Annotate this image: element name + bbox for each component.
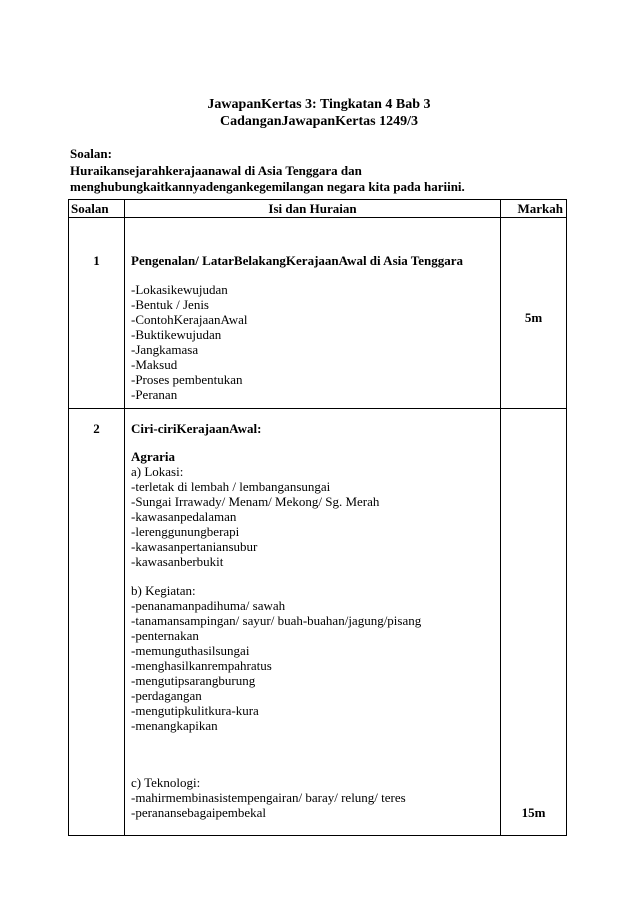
document-title: JawapanKertas 3: Tingkatan 4 Bab 3 — [207, 97, 431, 112]
list-item: -Jangkamasa — [131, 342, 199, 357]
list-item: -lerenggunungberapi — [131, 524, 240, 539]
list-item: -perdagangan — [131, 688, 202, 703]
question-block — [70, 146, 570, 196]
row-number — [69, 218, 125, 409]
list-item: -kawasanpedalaman — [131, 509, 237, 524]
list-item: -Peranan — [131, 387, 178, 402]
list-item: -memunguthasilsungai — [131, 643, 250, 658]
list-item: -mengutipkulitkura-kura — [131, 703, 259, 718]
question-label: Soalan: — [70, 146, 112, 161]
document-subtitle: CadanganJawapanKertas 1249/3 — [220, 114, 418, 129]
row-number-text: 2 — [93, 421, 100, 436]
section-label: c) Teknologi: — [131, 775, 201, 790]
list-item: -Sungai Irrawady/ Menam/ Mekong/ Sg. Merah — [131, 494, 380, 509]
table-row — [69, 218, 567, 409]
list-item: -Buktikewujudan — [131, 327, 222, 342]
list-item: -Lokasikewujudan — [131, 282, 228, 297]
question-text-line-2: menghubungkaitkannyadengankegemilangan negara kita pada hariini. — [70, 179, 465, 194]
row-mark-cell — [501, 409, 567, 836]
header-markah: Markah — [501, 200, 567, 218]
row-subheading: Agraria — [131, 449, 176, 464]
row-heading: Pengenalan/ LatarBelakangKerajaanAwal di Asia Tenggara — [131, 253, 464, 268]
section-label: a) Lokasi: — [131, 464, 184, 479]
answer-table — [68, 199, 567, 836]
list-item: -kawasanberbukit — [131, 554, 224, 569]
list-item: -menghasilkanrempahratus — [131, 658, 272, 673]
row-heading: Ciri-ciriKerajaanAwal: — [131, 421, 262, 436]
header-soalan: Soalan — [69, 200, 125, 218]
table-header-row — [69, 200, 567, 218]
row-mark: 15m — [521, 805, 546, 820]
list-item: -Proses pembentukan — [131, 372, 243, 387]
list-item: -mahirmembinasistempengairan/ baray/ relung/ teres — [131, 790, 406, 805]
list-item: -Maksud — [131, 357, 178, 372]
row-mark: 5m — [524, 310, 543, 325]
row-content — [125, 409, 501, 836]
row-number — [69, 409, 125, 836]
list-item: -kawasanpertaniansubur — [131, 539, 258, 554]
list-item: -tanamansampingan/ sayur/ buah-buahan/jagung/pisang — [131, 613, 422, 628]
question-text-line-1: Huraikansejarahkerajaanawal di Asia Tenggara dan — [70, 162, 362, 178]
list-item: -terletak di lembah / lembangansungai — [131, 479, 331, 494]
list-item: -mengutipsarangburung — [131, 673, 256, 688]
row-mark-cell — [501, 218, 567, 409]
table-row — [69, 409, 567, 836]
list-item: -ContohKerajaanAwal — [131, 312, 248, 327]
list-item: -penternakan — [131, 628, 199, 643]
row-content — [125, 218, 501, 409]
section-label: b) Kegiatan: — [131, 583, 196, 598]
list-item: -penanamanpadihuma/ sawah — [131, 598, 286, 613]
list-item: -menangkapikan — [131, 718, 218, 733]
list-item: -Bentuk / Jenis — [131, 297, 209, 312]
header-isi-dan-huraian: Isi dan Huraian — [125, 200, 501, 218]
list-item: -peranansebagaipembekal — [131, 805, 266, 820]
row-number-text: 1 — [93, 253, 100, 268]
